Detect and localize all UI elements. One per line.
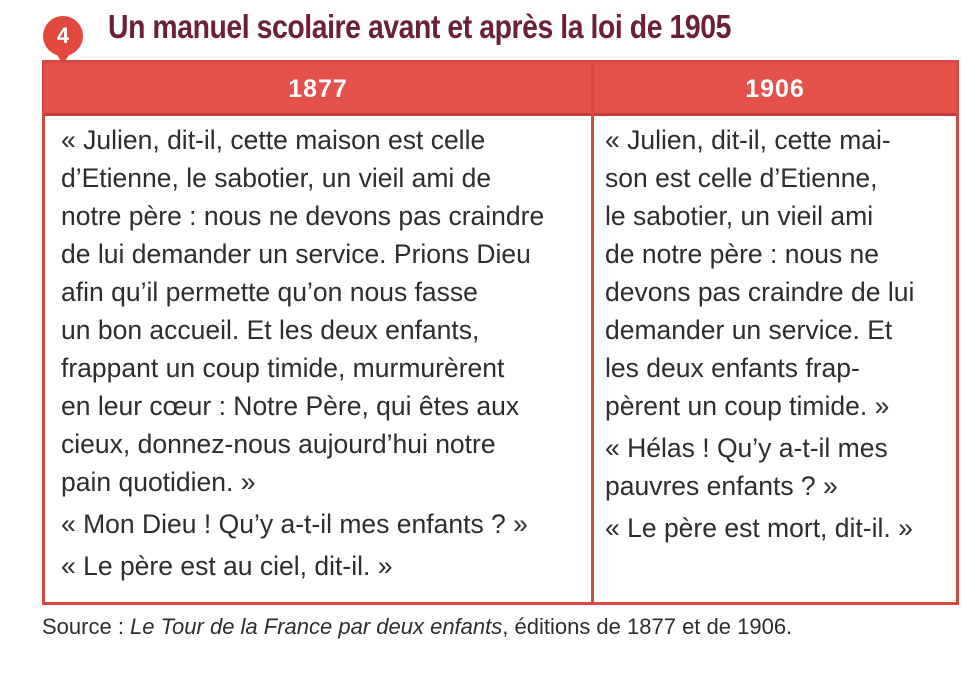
- paragraph-1877-question: « Mon Dieu ! Qu’y a-t-il mes enfants ? »: [61, 509, 528, 539]
- column-header-1906: 1906: [745, 75, 805, 103]
- source-caption: [42, 614, 792, 640]
- column-header-1877: 1877: [288, 75, 348, 103]
- document-title: Un manuel scolaire avant et après la loi de 1905: [108, 8, 731, 45]
- paragraph-1906-question: « Hélas ! Qu’y a-t-il mes pauvres enfants ? »: [605, 433, 888, 501]
- source-book-title: Le Tour de la France par deux enfants: [130, 614, 503, 639]
- text-cell-1906: [605, 121, 950, 551]
- paragraph-1877-main: « Julien, dit-il, cette maison est celle d’Etienne, le sabotier, un vieil ami de notre père : nous ne devons pas craindre de lui demander un service. Prions Dieu afin qu’il permette qu’on nous fasse un bon accueil. Et les deux enfants, frappant un coup timide, murmurèrent en leur cœur : Notre Père, qui êtes aux cieux, donnez-nous aujourd’hui notre pain quotidien. »: [61, 125, 545, 497]
- column-divider: [591, 63, 594, 602]
- source-suffix: , éditions de 1877 et de 1906.: [502, 614, 793, 639]
- paragraph-1906-answer: « Le père est mort, dit-il. »: [605, 513, 913, 543]
- comparison-table: [42, 60, 959, 605]
- paragraph-1906-main: « Julien, dit-il, cette mai- son est celle d’Etienne, le sabotier, un vieil ami de notre père : nous ne devons pas craindre de lui demander un service. Et les deux enfants frap- pèrent un coup timide. »: [605, 125, 915, 421]
- source-prefix: Source :: [42, 614, 131, 639]
- document-number-badge: 4: [43, 16, 83, 56]
- paragraph-1877-answer: « Le père est au ciel, dit-il. »: [61, 551, 393, 581]
- table-header-row: [45, 63, 956, 116]
- text-cell-1877: [61, 121, 581, 589]
